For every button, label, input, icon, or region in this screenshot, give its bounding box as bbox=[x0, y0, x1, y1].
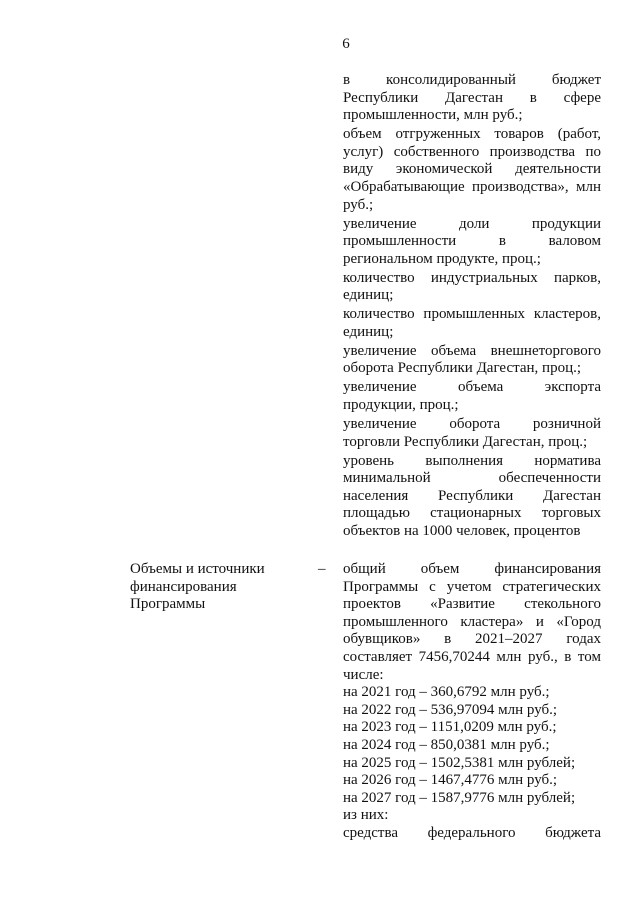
funding-intro: общий объем финансирования Программы с учетом стратегических проектов «Развитие стекольного промышленного кластера» и «Город обувщиков» в 2021–2027 годах составляет 7456,70244 млн руб., в том числе: bbox=[343, 561, 601, 683]
indicator-item: увеличение оборота розничной торговли Республики Дагестан, проц.; bbox=[343, 416, 601, 450]
indicator-item: в консолидированный бюджет Республики Дагестан в сфере промышленности, млн руб.; bbox=[343, 72, 601, 124]
funding-details bbox=[343, 561, 601, 843]
funding-year-2024: на 2024 год – 850,0381 млн руб.; bbox=[343, 736, 550, 753]
indicator-item: уровень выполнения норматива минимальной обеспеченности населения Республики Дагестан площадью стационарных торговых объектов на 1000 человек, процентов bbox=[343, 452, 601, 539]
funding-year-2022: на 2022 год – 536,97094 млн руб.; bbox=[343, 701, 558, 718]
page-number: 6 bbox=[342, 36, 350, 52]
indicator-item: объем отгруженных товаров (работ, услуг) собственного производства по виду экономической деятельности «Обрабатывающие производства», млн руб.; bbox=[343, 126, 601, 213]
indicator-item: увеличение объема экспорта продукции, проц.; bbox=[343, 379, 601, 414]
indicators-list bbox=[343, 72, 601, 541]
funding-of-them: из них: bbox=[343, 807, 389, 824]
funding-year-2027: на 2027 год – 1587,9776 млн рублей; bbox=[343, 789, 576, 806]
funding-year-2021: на 2021 год – 360,6792 млн руб.; bbox=[343, 684, 550, 701]
funding-federal-budget: средства федерального бюджета bbox=[343, 824, 601, 841]
indicator-item: количество индустриальных парков, единиц; bbox=[343, 269, 601, 304]
indicator-item: увеличение доли продукции промышленности в валовом региональном продукте, проц.; bbox=[343, 215, 601, 267]
funding-label: Объемы и источники финансирования Программы bbox=[130, 561, 265, 613]
indicator-item: количество промышленных кластеров, единиц; bbox=[343, 306, 601, 340]
funding-year-2026: на 2026 год – 1467,4776 млн руб.; bbox=[343, 772, 558, 789]
indicator-item: увеличение объема внешнеторгового оборота Республики Дагестан, проц.; bbox=[343, 342, 601, 377]
funding-year-2025: на 2025 год – 1502,5381 млн рублей; bbox=[343, 754, 576, 771]
funding-year-2023: на 2023 год – 1151,0209 млн руб.; bbox=[343, 719, 557, 736]
funding-dash: – bbox=[318, 561, 326, 577]
